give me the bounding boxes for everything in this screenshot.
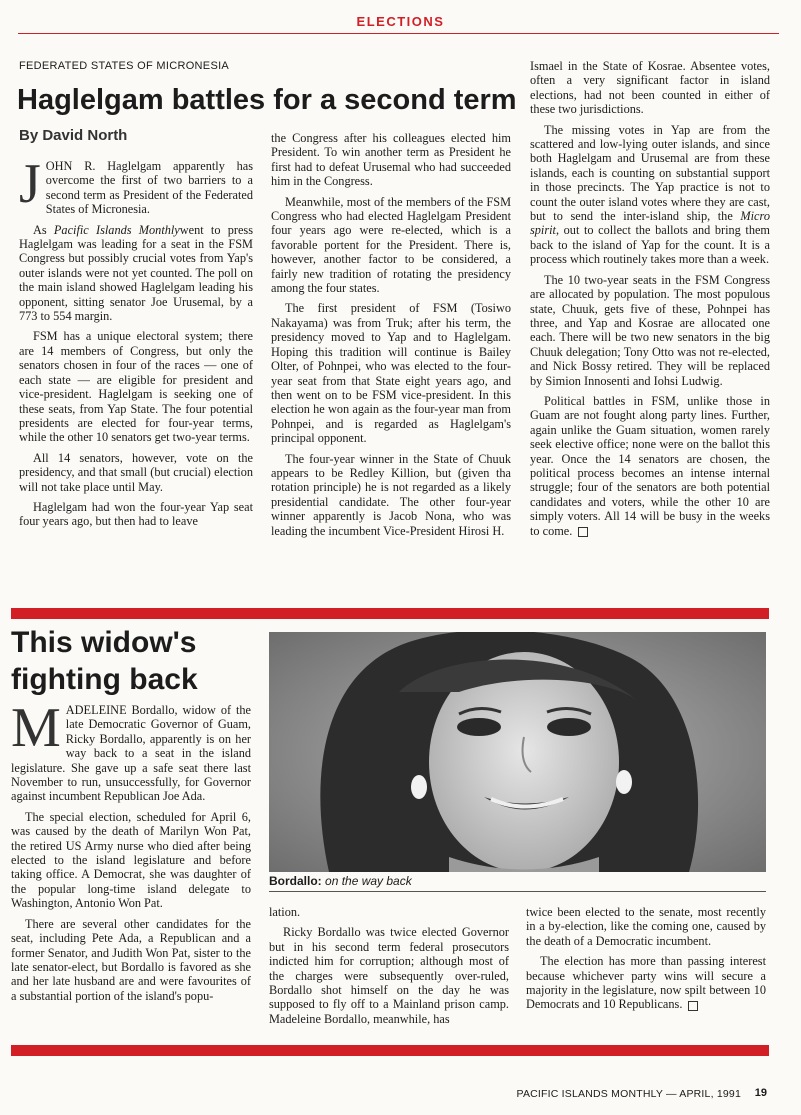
article1-paragraph: Ismael in the State of Kosrae. Absentee votes, often a very significant factor in island elections, had not been counted in either of these two jurisdictions. bbox=[530, 59, 770, 117]
article1-column-1 bbox=[19, 153, 254, 535]
article1-paragraph: Haglelgam had won the four-year Yap seat four years ago, but then had to leave bbox=[19, 499, 253, 529]
article1-column-3 bbox=[530, 59, 770, 544]
paragraph-text: OHN R. Haglelgam apparently has overcome the first of two barriers to a second term as President of the Federated States of Micronesia. bbox=[45, 159, 253, 217]
header-rule bbox=[18, 33, 779, 34]
portrait-photo bbox=[269, 632, 766, 872]
drop-cap: M bbox=[11, 697, 61, 759]
ship-name: Micro spirit bbox=[530, 209, 770, 238]
caption-label: Bordallo: bbox=[269, 874, 322, 888]
article2-paragraph bbox=[11, 697, 251, 804]
article1-paragraph: The first president of FSM (Tosiwo Nakayama) was from Truk; after his term, the presidency moved to Yap and to Haglelgam. Hoping this tradition will continue is Bailey Olter, of Pohnpei, who was elected to the four-year seat from that State eight years ago, and then went on to be FSM vice-president. In this election he won again as the four-year man from Pohnpei, and is regarded as Haglelgam's principal opponent. bbox=[271, 301, 511, 446]
article2-paragraph: There are several other candidates for the seat, including Pete Ada, a Republican and a former Senator, and Judith Won Pat, sister to the late senator-elect, but Bordallo is favored as she and her late husband are and were favourites of a substantial portion of the island's popu- bbox=[11, 916, 251, 1003]
article-kicker: FEDERATED STATES OF MICRONESIA bbox=[19, 60, 230, 72]
paragraph-text: ADELEINE Bordallo, widow of the late Democratic Governor of Guam, Ricky Bordallo, apparently is on her way back to a seat in the island legislature. She gave up a safe seat there last November to run, unsuccessfully, for Governor against incumbent Republican Joe Ada. bbox=[11, 703, 251, 804]
drop-cap: J bbox=[19, 153, 41, 215]
paragraph-text: As bbox=[33, 222, 54, 237]
article2-paragraph: twice been elected to the senate, most recently in a by-election, like the coming one, caused by the death of a Democratic incumbent. bbox=[526, 905, 766, 948]
paragraph-text: The missing votes in Yap are from the scattered and low-lying outer islands, and since both Haglelgam and Urusemal are from these islands, each is counting on substantial support in those precincts. The Yap practice is not to count the outer island votes where they are cast, but to send the inter-island ship, the bbox=[530, 122, 770, 224]
article-headline: Haglelgam battles for a second term bbox=[17, 84, 517, 116]
paragraph-text: Political battles in FSM, unlike those in Guam are not fought along party lines. Further, again unlike the Guam situation, women rarely seek elective office; none were on the ballot this year. Once the 14 senators are chosen, the political process becomes an intense internal struggle; four of the senators are both potential candidates and voters, while the other 10 are simply voters. All 14 will be busy in the weeks to come. bbox=[530, 393, 770, 538]
bottom-divider bbox=[11, 1045, 769, 1056]
article1-column-2 bbox=[271, 131, 511, 544]
article2-headline: This widow's fighting back bbox=[11, 626, 198, 696]
article2-column-2 bbox=[269, 905, 509, 1032]
article1-paragraph: The four-year winner in the State of Chuuk appears to be Redley Killion, but (given tha rotation principle) he is not regarded as a likely presidential candidate. The other four-year winner apparently is Jacob Nona, who was leading the incumbent Vice-President Hirosi H. bbox=[271, 451, 511, 538]
article2-paragraph: lation. bbox=[269, 905, 301, 919]
caption-rule bbox=[269, 891, 766, 892]
article2-column-3 bbox=[526, 905, 766, 1018]
page-number: 19 bbox=[754, 1087, 767, 1099]
article1-paragraph: Meanwhile, most of the members of the FSM Congress who had elected Haglelgam President four years ago were re-elected, which is a favorable portent for the President. There is, however, another factor to be considered, a fairly new tradition of rotating the presidency among the four states. bbox=[271, 194, 511, 296]
article1-paragraph: the Congress after his colleagues elected him President. To win another term as President he first had to defeat Urusemal who had succeeded him in the Congress. bbox=[271, 131, 511, 189]
article2-column-1 bbox=[11, 697, 251, 1009]
article1-paragraph: The 10 two-year seats in the FSM Congress are allocated by population. The most populous state, Chuuk, gets five of these, Pohnpei has three, and Yap and Kosrae are allocated one each. There will be two new senators in the big Chuuk delegation; Tony Otto was not re-elected, and Nick Bossy retired. They will be replaced by Simion Innosenti and Iohsi Ludwig. bbox=[530, 272, 770, 388]
article1-paragraph bbox=[530, 123, 770, 267]
article1-paragraph bbox=[19, 223, 253, 324]
article2-paragraph: The special election, scheduled for April 6, was caused by the death of Marilyn Won Pat, the retired US Army nurse who died after being elected to the island legislature and before taking office. A Democrat, she was daughter of the popular long-time island delegate to Washington, Antonio Won Pat. bbox=[11, 809, 251, 911]
article1-paragraph: All 14 senators, however, vote on the presidency, and that small (but crucial) election will not take place until May. bbox=[19, 450, 253, 494]
caption-text: on the way back bbox=[325, 874, 412, 888]
paragraph-text: , out to collect the ballots and bring them back to the island of Yap for the count. It is a process which routinely takes more than a week. bbox=[530, 223, 770, 267]
article1-paragraph bbox=[530, 394, 770, 538]
photo-caption bbox=[269, 874, 766, 888]
article1-paragraph bbox=[19, 153, 253, 217]
end-mark-icon bbox=[688, 1001, 698, 1011]
article2-paragraph bbox=[526, 954, 766, 1012]
publication-name: Pacific Islands Monthly bbox=[53, 222, 180, 237]
paragraph-text: went to press Haglelgam was leading for a seat in the FSM Congress but possibly crucial votes from Yap's outer islands were not yet counted. The poll on the main island showed Haglelgam leading his opponent, sitting senator Joe Urusemal, by a 773 to 554 margin. bbox=[19, 222, 254, 324]
article-divider bbox=[11, 608, 769, 619]
article2-paragraph: Ricky Bordallo was twice elected Governor but in his second term federal prosecutors indicted him for corruption; although most of the charges were subsequently over-ruled, Bordallo shot himself on the day he was supposed to fly off to a Mainland prison camp. Madeleine Bordallo, meanwhile, has bbox=[269, 925, 509, 1026]
portrait-illustration bbox=[269, 632, 766, 872]
article-byline: By David North bbox=[19, 127, 128, 144]
footer-publication: PACIFIC ISLANDS MONTHLY — APRIL, 1991 bbox=[516, 1088, 741, 1100]
end-mark-icon bbox=[578, 527, 588, 537]
section-label: ELECTIONS bbox=[356, 14, 445, 29]
article1-paragraph: FSM has a unique electoral system; there are 14 members of Congress, but only the senators chosen in four of the races — one of each state — are eligible for president and vice-president. Haglelgam is seeking one of these seats, from Yap State. The four potential presidents are elected for four-year terms, while the other 10 senators get two-year terms. bbox=[19, 329, 253, 445]
paragraph-text: The election has more than passing interest because whichever party wins will secure a majority in the legislature, now spilt between 10 Democrats and 10 Republicans. bbox=[526, 954, 766, 1012]
